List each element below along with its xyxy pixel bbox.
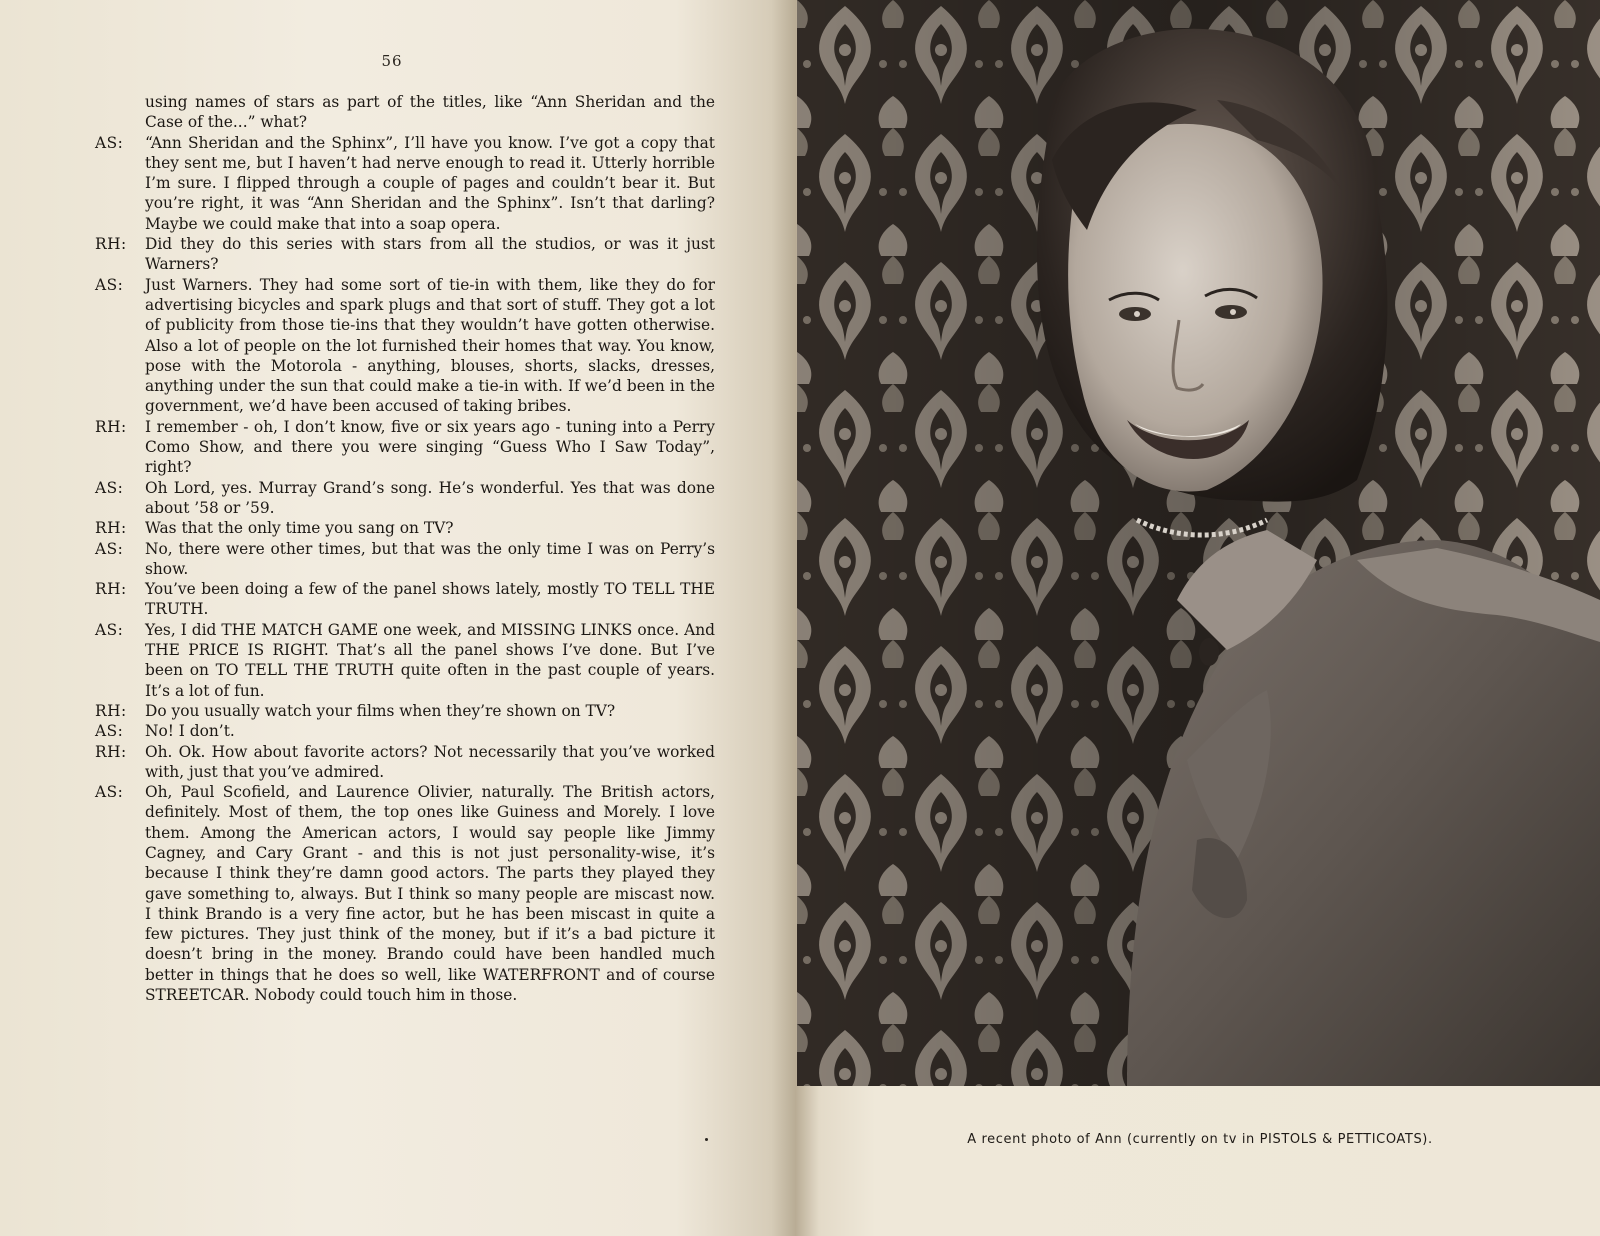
dialogue-text: No! I don’t. <box>145 722 235 741</box>
dialogue-entry <box>95 275 715 417</box>
speaker-label: AS: <box>95 275 124 294</box>
dialogue-text: No, there were other times, but that was the only time I was on Perry’s show. <box>145 539 715 578</box>
dialogue-entry <box>95 721 715 741</box>
dialogue-entry <box>95 742 715 783</box>
speaker-label: RH: <box>95 742 127 761</box>
speaker-label: RH: <box>95 235 127 254</box>
speaker-label: AS: <box>95 539 124 558</box>
dialogue-text: Oh, Paul Scofield, and Laurence Olivier, naturally. The British actors, definitely. Most of them, the top ones like Guiness and Morely. I love them. Among the American actors, I would say people like Jimmy Cagney, and Cary Grant - and this is not just personality-wise, it’s because I think they’re damn good actors. The parts they played they gave something to, always. But I think so many people are miscast now. I think Brando is a very fine actor, but he has been miscast in quite a few pictures. They just think of the money, but if it’s a bad picture it doesn’t bring in the money. Brando could have been handled much better in things that he does so well, like WATERFRONT and of course STREETCAR. Nobody could touch him in those. <box>145 783 715 1005</box>
speaker-label: AS: <box>95 620 124 639</box>
dialogue-text: Was that the only time you sang on TV? <box>145 519 454 538</box>
dialogue-text: Oh Lord, yes. Murray Grand’s song. He’s wonderful. Yes that was done about ’58 or ’59. <box>145 478 715 517</box>
speaker-label: RH: <box>95 580 127 599</box>
dialogue-text: You’ve been doing a few of the panel shows lately, mostly TO TELL THE TRUTH. <box>145 580 715 619</box>
ink-speck <box>705 1138 708 1141</box>
dialogue-entry <box>95 234 715 275</box>
dialogue-text: I remember - oh, I don’t know, five or six years ago - tuning into a Perry Como Show, and there you were singing “Guess Who I Saw Today”, right? <box>145 417 715 477</box>
dialogue-entry <box>95 478 715 519</box>
speaker-label: AS: <box>95 133 124 152</box>
dialogue-text: using names of stars as part of the titles, like “Ann Sheridan and the Case of the...” what? <box>145 93 715 132</box>
dialogue-text: Do you usually watch your films when they’re shown on TV? <box>145 701 616 720</box>
portrait-photo <box>797 0 1600 1086</box>
speaker-label: AS: <box>95 783 124 802</box>
dialogue-entry <box>95 539 715 580</box>
interview-transcript <box>95 92 715 1005</box>
dialogue-entry <box>95 92 715 133</box>
speaker-label: AS: <box>95 722 124 741</box>
dialogue-entry <box>95 133 715 234</box>
speaker-label: RH: <box>95 417 127 436</box>
speaker-label: RH: <box>95 519 127 538</box>
dialogue-entry <box>95 417 715 478</box>
dialogue-entry <box>95 782 715 1005</box>
left-page <box>0 0 795 1236</box>
speaker-label: RH: <box>95 701 127 720</box>
dialogue-entry <box>95 620 715 701</box>
dialogue-text: “Ann Sheridan and the Sphinx”, I’ll have you know. I’ve got a copy that they sent me, but I haven’t had nerve enough to read it. Utterly horrible I’m sure. I flipped through a couple of pages and couldn’t bear it. But you’re right, it was “Ann Sheridan and the Sphinx”. Isn’t that darling? Maybe we could make that into a soap opera. <box>145 133 715 233</box>
page-number: 56 <box>381 52 403 70</box>
dialogue-entry <box>95 701 715 721</box>
dialogue-text: Oh. Ok. How about favorite actors? Not necessarily that you’ve worked with, just that you’ve admired. <box>145 742 715 781</box>
dialogue-text: Just Warners. They had some sort of tie-in with them, like they do for advertising bicycles and spark plugs and that sort of stuff. They got a lot of publicity from those tie-ins that they wouldn’t have gotten otherwise. Also a lot of people on the lot furnished their homes that way. You know, pose with the Motorola - anything, blouses, shorts, slacks, dresses, anything under the sun that could make a tie-in with. If we’d been in the government, we’d have been accused of taking bribes. <box>145 275 715 416</box>
photo-caption: A recent photo of Ann (currently on tv in PISTOLS & PETTICOATS). <box>967 1132 1433 1147</box>
dialogue-entry <box>95 518 715 538</box>
speaker-label: AS: <box>95 478 124 497</box>
dialogue-entry <box>95 579 715 620</box>
portrait-illustration <box>797 0 1600 1086</box>
dialogue-text: Yes, I did THE MATCH GAME one week, and MISSING LINKS once. And THE PRICE IS RIGHT. That’s all the panel shows I’ve done. But I’ve been on TO TELL THE TRUTH quite often in the past couple of years. It’s a lot of fun. <box>145 620 715 700</box>
dialogue-text: Did they do this series with stars from all the studios, or was it just Warners? <box>145 235 715 274</box>
